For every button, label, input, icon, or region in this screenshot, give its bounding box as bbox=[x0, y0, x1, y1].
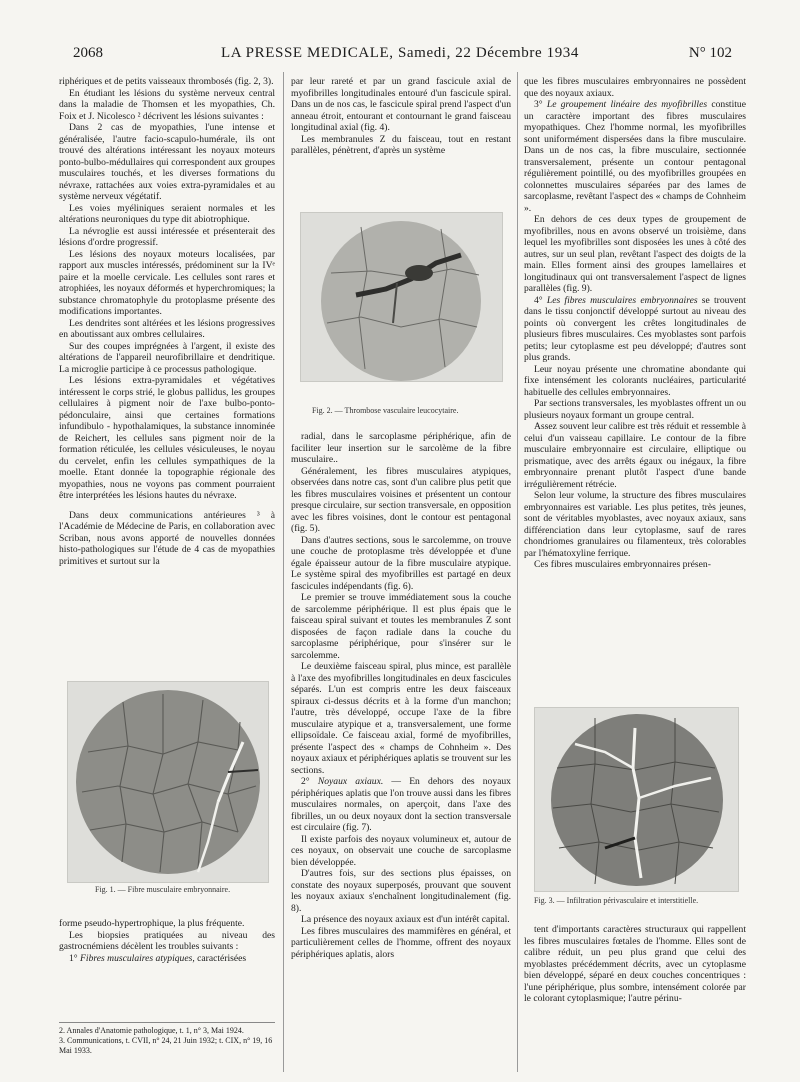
paragraph: Selon leur volume, la structure des fibres musculaires embryonnaires est variable. Les plus petites, très jeunes, sont de véritables myoblastes, avec noyaux axiaux, sans différenciation dans leur cytoplasme, sauf de rares chondriomes granulaires ou filamenteux, très colorables par l'hématoxyline ferrique. bbox=[524, 490, 746, 559]
list-number: 2° bbox=[301, 776, 318, 787]
column-rule-1 bbox=[283, 72, 284, 1072]
figure-3-micrograph bbox=[534, 707, 739, 892]
emphasis-text: Le groupement linéaire des myofibrilles bbox=[546, 99, 708, 110]
issue-number: N° 102 bbox=[688, 45, 732, 61]
paragraph: La névroglie est aussi intéressée et présenterait des lésions d'ordre progressif. bbox=[59, 225, 275, 248]
paragraph: Ces fibres musculaires embryonnaires présen- bbox=[534, 559, 711, 570]
paragraph: forme pseudo-hypertrophique, la plus fréquente. bbox=[59, 918, 245, 929]
list-number: 4° bbox=[534, 294, 547, 306]
page-number: 2068 bbox=[73, 45, 103, 61]
figure-1-micrograph bbox=[67, 681, 269, 883]
paragraph: La présence des noyaux axiaux est d'un intérêt capital. bbox=[301, 914, 510, 925]
paragraph: Par sections transversales, les myoblastes offrent un ou plusieurs noyaux formant un groupe central. bbox=[524, 398, 746, 421]
paragraph: Dans 2 cas de myopathies, l'une intense et généralisée, l'autre facio-scapulo-humérale, ils ont trouvé des altérations intéressant les noyaux moteurs ponto-bulbo-médullaires qui correspondent aux groupes musculaires touchés, et les diverses formations du névraxe, rattachées aux voies extra-pyramidales et au système nerveux végétatif. bbox=[59, 122, 275, 202]
paragraph: En étudiant les lésions du système nerveux central dans la maladie de Thomsen et les myopathies, Ch. Foix et J. Nicolesco ² décrivent les lésions suivantes : bbox=[59, 87, 275, 122]
column-3-continuation bbox=[524, 924, 746, 1005]
column-2-top bbox=[291, 76, 511, 157]
emphasis-text: Noyaux axiaux. bbox=[317, 776, 384, 787]
paragraph-text: se trouvent dans le tissu conjonctif développé surtout au niveau des points où convergent les crêtes longitudinales de plusieurs fibres musculaires. Ces myoblastes sont parfois petits; leur cytoplasme est peu développé; d'autres sont plus grands. bbox=[524, 294, 746, 363]
paragraph: radial, dans le sarcoplasme périphérique, afin de faciliter leur insertion sur le sarcolème de la fibre musculaire.. bbox=[291, 431, 511, 465]
journal-title: LA PRESSE MEDICALE, Samedi, 22 Décembre 1934 bbox=[220, 45, 580, 61]
list-number: 3° bbox=[534, 99, 547, 110]
footnote: 2. Annales d'Anatomie pathologique, t. 1, n° 3, Mai 1924. bbox=[59, 1026, 244, 1035]
paragraph: Le deuxième faisceau spiral, plus mince, est parallèle à l'axe des myofibrilles longitudinales en deux fascicules séparés. L'un est compris entre les deux faisceaux spiraux ci-dessus décrits et à la forme d'un manchon; l'autre, très développé, occupe l'axe de la fibre musculaire atypique et a, transversalement, une forme ellipsoïdale. Ce faisceau axial, formé de myofibrilles, présente l'aspect des « champs de Cohnheim ». Des noyaux axiaux et périphériques aplatis se trouvent sur les sections. bbox=[291, 661, 511, 776]
column-1-continuation bbox=[59, 918, 275, 964]
footnote: 3. Communications, t. CVII, n° 24, 21 Juin 1932; t. CIX, n° 19, 16 Mai 1933. bbox=[59, 1036, 273, 1055]
paragraph: Les lésions extra-pyramidales et végétatives intéressent le corps strié, le globus pallidus, les groupes cellulaires à pigment noir de l'axe bulbo-ponto-pédonculaire, ainsi que certaines formations infundibulo - hypothalamiques, la substance innominée de Reichert, les cellules sans pigment noir de la formation réticulée, les cellules vésiculeuses, le noyau du cervelet, enfin les cellules sympathiques de la moelle. Etant donnée la topographie régionale des myopathies, nous ne voyons pas comment pourraient être interprétées les lésions hautes du névraxe. bbox=[59, 375, 275, 501]
paragraph: Il existe parfois des noyaux volumineux et, autour de ces noyaux, on observait une couche de sarcoplasme bien développée. bbox=[291, 833, 511, 868]
paragraph: Dans d'autres sections, sous le sarcolemme, on trouve une couche de protoplasme très développée et d'une égale épaisseur autour de la fibre musculaire atypique. Le système spiral des myofibrilles est partagé en deux fascicules indépendants (fig. 6). bbox=[291, 534, 511, 592]
column-2-continuation bbox=[291, 431, 511, 960]
page-header bbox=[0, 0, 800, 70]
list-number: 1° bbox=[69, 952, 81, 964]
paragraph-text: — En dehors des noyaux périphériques aplatis que l'on trouve aussi dans les fibres musculaires normales, on aperçoit, dans l'axe des fibrilles, un ou deux noyaux dont la section transversale est circulaire (fig. 7). bbox=[291, 776, 511, 833]
paragraph: En dehors de ces deux types de groupement de myofibrilles, nous en avons observé un troisième, dans lequel les myofibrilles sont disposées les unes à côté des autres, sur un seul plan, revêtant l'aspect des doigts de la main. Elles forment ainsi des groupes lamellaires et longitudinaux qui ont transversalement l'aspect de lignes parallèles (fig. 9). bbox=[524, 214, 746, 294]
paragraph: Le premier se trouve immédiatement sous la couche de sarcolemme périphérique. Il est plus épais que le faisceau spiral suivant et toutes les membranules Z sont disposées de façon radiale dans la couche du sarcoplasme périphérique, pour s'insérer sur le sarcolemme. bbox=[291, 592, 511, 661]
column-3-top bbox=[524, 76, 746, 571]
paragraph bbox=[524, 99, 746, 214]
paragraph: que les fibres musculaires embryonnaires ne possèdent que des noyaux axiaux. bbox=[524, 76, 746, 99]
paragraph-text: constitue un caractère important des fibres musculaires myopathiques. Chez l'homme normal, les myofibrilles sont uniformément dispersées dans la fibre musculaire. Dans un de nos cas, la fibre musculaire, sectionnée transversalement, présente un contour pentagonal régulièrement pointillé, ou des myofibrilles groupées en colonnettes musculaires séparées par des lames de sarcoplasme, revêtant l'aspect des « champs de Cohnheim ». bbox=[524, 99, 746, 214]
paragraph: Les membranules Z du faisceau, tout en restant parallèles, pénètrent, d'après un système bbox=[291, 133, 511, 156]
paragraph: riphériques et de petits vaisseaux thrombosés (fig. 2, 3). bbox=[59, 76, 274, 87]
paragraph bbox=[291, 776, 511, 834]
paragraph bbox=[59, 953, 275, 965]
emphasis-text: Fibres musculaires atypiques, bbox=[80, 952, 195, 964]
paragraph: Les voies myéliniques seraient normales et les altérations neuroniques du type dit abiotrophique. bbox=[59, 202, 275, 225]
paragraph: Dans deux communications antérieures ³ à l'Académie de Médecine de Paris, en collaboration avec Scriban, nous avons apporté de nouvelles données histo-pathologiques sur l'étude de 4 cas de myopathies primitives et surtout sur la bbox=[59, 509, 275, 567]
paragraph: par leur rareté et par un grand fascicule axial de myofibrilles longitudinales entouré d'un fascicule spiral. Dans un de nos cas, le fascicule spiral prend l'aspect d'un anneau étroit, entourant et contournant le grand faisceau longitudinal axial (fig. 4). bbox=[291, 76, 511, 133]
footnotes bbox=[59, 1022, 275, 1056]
figure-2-caption: Fig. 2. — Thrombose vasculaire leucocytaire. bbox=[312, 406, 459, 415]
paragraph: Généralement, les fibres musculaires atypiques, observées dans notre cas, sont d'un calibre plus petit que les fibres musculaires voisines et présentent un contour presque circulaire, sur section transversale, en opposition avec les fibres voisines, dont le contour est pentagonal (fig. 5). bbox=[291, 465, 511, 534]
column-rule-2 bbox=[517, 72, 518, 1072]
figure-1-caption: Fig. 1. — Fibre musculaire embryonnaire. bbox=[95, 885, 231, 894]
paragraph: Les biopsies pratiquées au niveau des gastrocnémiens décèlent les troubles suivants : bbox=[59, 929, 275, 952]
paragraph: tent d'importants caractères structuraux qui rappellent les fibres musculaires fœtales de l'homme. Elles sont de calibre réduit, un peu plus grand que celui des myoblastes précédemment décrits, avec un cytoplasme bien développé, séparé en deux couches concentriques : l'une périphérique, plus sombre, intensément colorée par le colorant cytoplasmique; l'autre périnu- bbox=[524, 924, 746, 1004]
paragraph: D'autres fois, sur des sections plus épaisses, on constate des noyaux superposés, prouvant que souvent les noyaux axiaux s'enchaînent longitudinalement (fig. 8). bbox=[291, 868, 511, 914]
figure-2-micrograph bbox=[300, 212, 503, 382]
paragraph: Les fibres musculaires des mammifères en général, et particulièrement celles de l'homme, offrent des noyaux périphériques aplatis, alors bbox=[291, 925, 511, 960]
column-1 bbox=[59, 76, 275, 567]
paragraph: Les lésions des noyaux moteurs localisées, par rapport aux muscles intéressés, prédominent sur la IVᵉ paire et la moelle cervicale. Les cellules sont rares et atrophiées, les noyaux déformés et hyperchromiques; la substance chromatophyle du protoplasme présente des modifications importantes. bbox=[59, 248, 275, 317]
paragraph-text: caractérisées bbox=[194, 952, 247, 964]
paragraph bbox=[524, 295, 746, 364]
paragraph: Assez souvent leur calibre est très réduit et ressemble à celui d'un vaisseau capillaire. Le contour de la fibre musculaire embryonnaire est circulaire, elliptique ou prismatique, avec des arrêts égaux ou inégaux, la fibre embryonnaire prenant plutôt l'aspect d'une bande irrégulièrement rétrécie. bbox=[524, 421, 746, 490]
emphasis-text: Les fibres musculaires embryonnaires bbox=[546, 294, 698, 306]
figure-3-caption: Fig. 3. — Infiltration périvasculaire et interstitielle. bbox=[534, 896, 699, 905]
paragraph: Sur des coupes imprégnées à l'argent, il existe des altérations de l'appareil neurofibrillaire et dendritique. La microglie participe à ce processus pathologique. bbox=[59, 340, 275, 375]
paragraph: Leur noyau présente une chromatine abondante qui fixe intensément les colorants nucléaires, particularité habituelle des cellules embryonnaires. bbox=[524, 363, 746, 398]
paragraph: Les dendrites sont altérées et les lésions progressives en aboutissant aux ombres cellulaires. bbox=[59, 317, 275, 340]
